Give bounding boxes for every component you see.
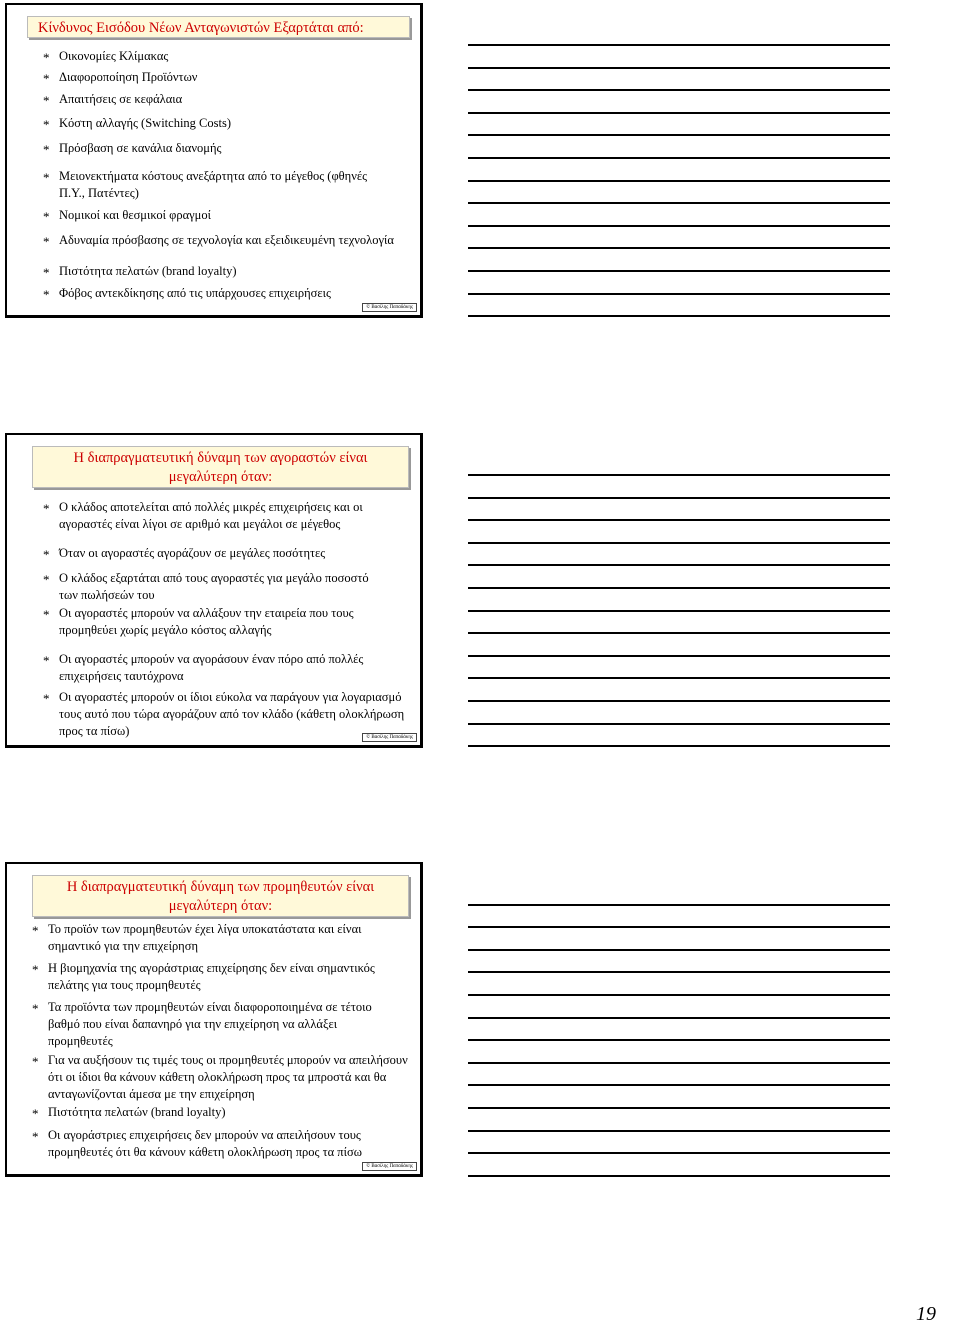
slide-1-bullet-1: * Οικονομίες Κλίμακας — [59, 48, 409, 65]
note-line — [468, 655, 890, 657]
note-line — [468, 44, 890, 46]
slide-1-bullet-10: * Φόβος αντεκδίκησης από τις υπάρχουσες επιχειρήσεις — [59, 285, 409, 302]
note-line — [468, 180, 890, 182]
note-line — [468, 745, 890, 747]
slide-1-bullet-7: * Νομικοί και θεσμικοί φραγμοί — [59, 207, 409, 224]
note-line — [468, 564, 890, 566]
slide-3-bullet-6: * Οι αγοράστριες επιχειρήσεις δεν μπορούν να απειλήσουν τους προμηθευτές ότι θα κάνουν κάθετη ολοκλήρωση προς τα πίσω — [48, 1127, 408, 1161]
slide-2-bullet-6: * Οι αγοραστές μπορούν οι ίδιοι εύκολα να παράγουν για λογαριασμό τους αυτό που τώρα αγοράζουν από τον κλάδο (κάθετη ολοκλήρωση προς τα πίσω) — [59, 689, 417, 740]
slide-2-title: Η διαπραγματευτική δύναμη των αγοραστών είναι μεγαλύτερη όταν: — [32, 446, 409, 488]
slide-2-bullet-4: * Οι αγοραστές μπορούν να αλλάξουν την εταιρεία που τους προμηθεύει χωρίς μεγάλο κόστος αλλαγής — [59, 605, 389, 639]
note-line — [468, 904, 890, 906]
note-line — [468, 542, 890, 544]
note-line — [468, 247, 890, 249]
note-line — [468, 1107, 890, 1109]
note-line — [468, 700, 890, 702]
note-line — [468, 1062, 890, 1064]
slide-3 — [5, 862, 423, 1177]
note-line — [468, 293, 890, 295]
slide-1-bullet-3: * Απαιτήσεις σε κεφάλαια — [59, 91, 409, 108]
slide-3-title: Η διαπραγματευτική δύναμη των προμηθευτών είναι μεγαλύτερη όταν: — [32, 875, 409, 917]
slide-1-bullet-5: * Πρόσβαση σε κανάλια διανομής — [59, 140, 409, 157]
note-line — [468, 632, 890, 634]
slide-1-bullet-9: * Πιστότητα πελατών (brand loyalty) — [59, 263, 409, 280]
slide-1-bullet-8: * Αδυναμία πρόσβασης σε τεχνολογία και εξειδικευμένη τεχνολογία — [59, 232, 404, 249]
slide-1 — [5, 3, 423, 318]
note-line — [468, 677, 890, 679]
note-line — [468, 157, 890, 159]
note-line — [468, 225, 890, 227]
note-line — [468, 315, 890, 317]
note-line — [468, 1039, 890, 1041]
note-line — [468, 1175, 890, 1177]
slide-3-bullet-5: * Πιστότητα πελατών (brand loyalty) — [48, 1104, 398, 1121]
slide-3-bullet-4: * Για να αυξήσουν τις τιμές τους οι προμηθευτές μπορούν να απειλήσουν ότι οι ίδιοι θα κάνουν κάθετη ολοκλήρωση προς τα μπροστά και θα ανταγωνίζονται άμεσα με την επιχείρηση — [48, 1052, 418, 1103]
page-number: 19 — [916, 1303, 936, 1325]
slide-2 — [5, 433, 423, 748]
slide-1-title: Κίνδυνος Εισόδου Νέων Ανταγωνιστών Εξαρτάται από: — [27, 16, 410, 38]
note-line — [468, 270, 890, 272]
note-line — [468, 519, 890, 521]
slide-1-copyright: © Βασίλης Παπαδάκης — [362, 303, 417, 312]
slide-1-bullet-6: * Μειονεκτήματα κόστους ανεξάρτητα από το μέγεθος (φθηνές Π.Υ., Πατέντες) — [59, 168, 389, 202]
slide-3-bullet-2: * Η βιομηχανία της αγοράστριας επιχείρησης δεν είναι σημαντικός πελάτης για τους προμηθευτές — [48, 960, 393, 994]
note-line — [468, 994, 890, 996]
slide-3-copyright: © Βασίλης Παπαδάκης — [362, 1162, 417, 1171]
note-line — [468, 497, 890, 499]
note-line — [468, 67, 890, 69]
note-line — [468, 723, 890, 725]
note-line — [468, 1130, 890, 1132]
note-line — [468, 202, 890, 204]
note-line — [468, 89, 890, 91]
note-line — [468, 949, 890, 951]
note-line — [468, 474, 890, 476]
note-line — [468, 1084, 890, 1086]
slide-1-bullet-4: * Κόστη αλλαγής (Switching Costs) — [59, 115, 409, 132]
slide-2-bullet-3: * Ο κλάδος εξαρτάται από τους αγοραστές για μεγάλο ποσοστό των πωλήσεών του — [59, 570, 389, 604]
slide-2-bullet-2: * Όταν οι αγοραστές αγοράζουν σε μεγάλες ποσότητες — [59, 545, 409, 562]
slide-1-bullet-2: * Διαφοροποίηση Προϊόντων — [59, 69, 409, 86]
slide-2-bullet-5: * Οι αγοραστές μπορούν να αγοράσουν έναν πόρο από πολλές επιχειρήσεις ταυτόχρονα — [59, 651, 409, 685]
note-line — [468, 1152, 890, 1154]
note-line — [468, 587, 890, 589]
note-line — [468, 112, 890, 114]
slide-3-bullet-1: * Το προϊόν των προμηθευτών έχει λίγα υποκατάστατα και είναι σημαντικό για την επιχείρηση — [48, 921, 403, 955]
note-line — [468, 971, 890, 973]
slide-2-copyright: © Βασίλης Παπαδάκης — [362, 733, 417, 742]
slide-2-bullet-1: * Ο κλάδος αποτελείται από πολλές μικρές επιχειρήσεις και οι αγοραστές είναι λίγοι σε αριθμό και μεγάλοι σε μέγεθος — [59, 499, 409, 533]
slide-3-bullet-3: * Τα προϊόντα των προμηθευτών είναι διαφοροποιημένα σε τέτοιο βαθμό που είναι δαπανηρό για την επιχείρηση να αλλάξει προμηθευτές — [48, 999, 403, 1050]
note-line — [468, 610, 890, 612]
note-line — [468, 134, 890, 136]
note-line — [468, 926, 890, 928]
note-line — [468, 1017, 890, 1019]
